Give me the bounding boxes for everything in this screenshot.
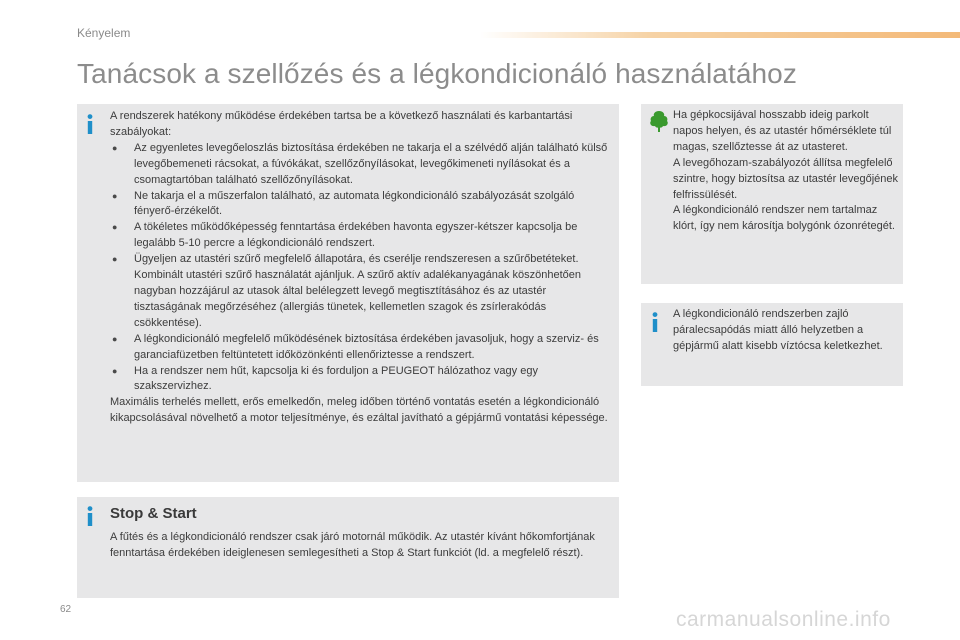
bullet-icon: ● (112, 190, 118, 201)
eco-paragraph: A légkondicionáló rendszer nem tartalmaz klórt, így nem károsítja bolygónk ózonrétegét. (673, 204, 895, 233)
info-icon (652, 312, 658, 332)
stop-start-box (77, 497, 619, 598)
tips-intro: A rendszerek hatékony működése érdekében tartsa be a következő használati és karbantartási szabályokat: (110, 110, 573, 138)
list-item (110, 141, 610, 189)
stop-start-text: A fűtés és a légkondicionáló rendszer csak járó motornál működik. Az utastér kívánt hőkomfortjának fenntartása érdekében ideiglenesen semlegesítheti a Stop & Start funkciót (ld. a megfelelő részt). (110, 531, 595, 559)
page-title: Tanácsok a szellőzés és a légkondicionáló használatához (77, 58, 797, 89)
bullet-icon: ● (112, 365, 118, 376)
stop-start-title: Stop & Start (110, 505, 197, 522)
list-item (110, 189, 610, 221)
condensation-box (641, 303, 903, 386)
eco-paragraph: A levegőhozam-szabályozót állítsa megfelelő szintre, hogy biztosítsa az utastér levegőjének felfrissülését. (673, 156, 899, 201)
eco-text (673, 108, 901, 235)
condensation-text: A légkondicionáló rendszerben zajló páralecsapódás miatt álló helyzetben a gépjármű alatt kisebb víztócsa keletkezhet. (673, 308, 883, 352)
closing-note: Maximális terhelés mellett, erős emelkedőn, meleg időben történő vontatás esetén a légkondicionáló kikapcsolásával növelhető a motor teljesítménye, és ezáltal javítható a gépjármű vontatási képessége. (110, 396, 608, 425)
bullet-icon: ● (112, 333, 118, 344)
filter-note: Kombinált utastéri szűrő használatát ajánljuk. A szűrő aktív adalékanyagának köszönhetően nagyban hozzájárul az utasok által belélegzett levegő megtisztításához és az utastér tisztaságának megőrzéséhez (allergiás tünetek, kellemetlen szagok és zsírlerakódás csökkentése). (134, 269, 581, 329)
list-item (110, 252, 610, 268)
list-item (110, 332, 610, 364)
list-item-text: Ha a rendszer nem hűt, kapcsolja ki és forduljon a PEUGEOT hálózathoz vagy egy szakszervizhez. (134, 364, 538, 393)
list-item (110, 220, 610, 252)
eco-paragraph: Ha gépkocsijával hosszabb ideig parkolt napos helyen, és az utastér hőmérséklete túl magas, szellőztesse át az utasteret. (673, 109, 892, 153)
bullet-icon: ● (112, 222, 118, 233)
info-icon (87, 506, 93, 526)
list-item-text: A tökéletes működőképesség fenntartása érdekében havonta egyszer-kétszer kapcsolja be legalább 5-10 percre a légkondicionáló rendszert. (134, 221, 578, 250)
bullet-icon: ● (112, 142, 118, 153)
watermark: carmanualsonline.info (676, 608, 891, 631)
leaf-icon (649, 110, 669, 132)
page-number: 62 (60, 604, 72, 615)
list-item-text: Az egyenletes levegőeloszlás biztosítása érdekében ne takarja el a szélvédő alján található külső levegőbemeneti rácsokat, a fúvókákat, szellőzőnyílásokat, levegőkimeneti nyílásokat és a csomagtartóban található szellőzőnyílásokat. (134, 141, 608, 186)
info-icon (87, 114, 93, 134)
list-item-text: Ügyeljen az utastéri szűrő megfelelő állapotára, és cserélje rendszeresen a szűrőbetéteket. (134, 253, 579, 266)
list-item-text: Ne takarja el a műszerfalon található, az automata légkondicionáló szabályozását szolgáló fényerő-érzékelőt. (134, 189, 575, 218)
tips-text (110, 109, 610, 427)
section-label: Kényelem (77, 26, 131, 40)
eco-box (641, 104, 903, 284)
list-item-text: A légkondicionáló megfelelő működésének biztosítása érdekében javasoljuk, hogy a szerviz- és garanciafüzetben feltüntetett időközönkénti ellenőriztesse a rendszert. (134, 332, 599, 361)
header-accent-bar (480, 32, 960, 38)
bullet-icon: ● (112, 254, 118, 265)
tips-box (77, 104, 619, 482)
list-item (110, 364, 610, 396)
